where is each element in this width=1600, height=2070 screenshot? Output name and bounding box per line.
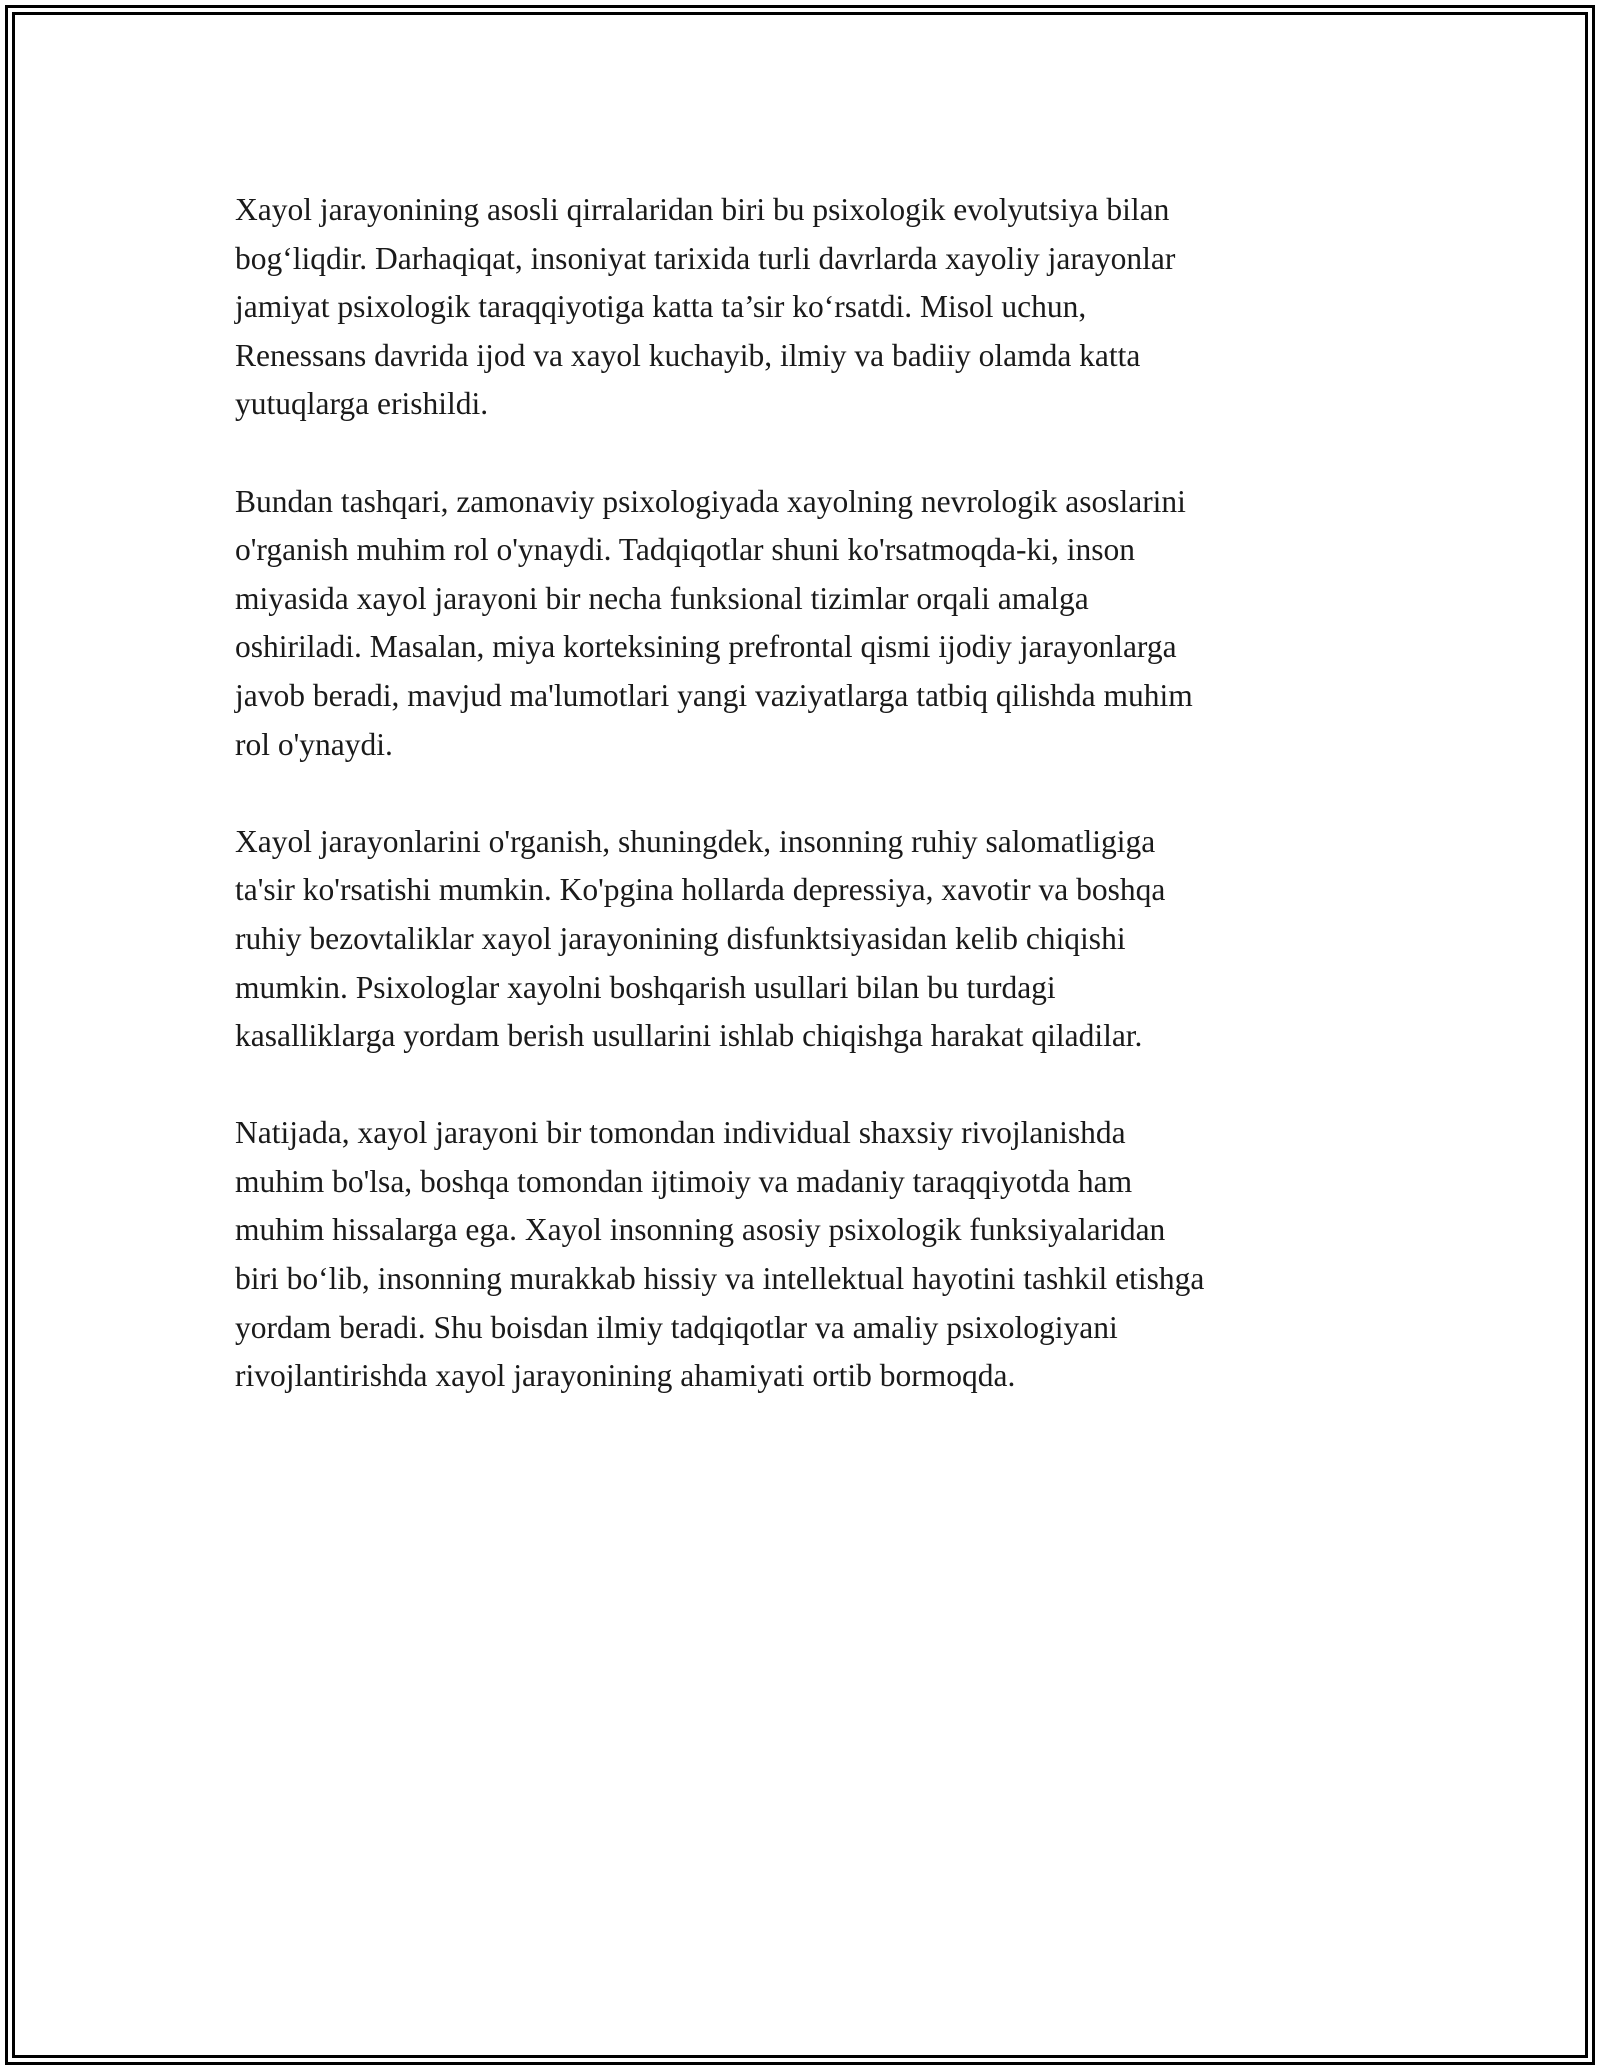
document-body	[235, 186, 1375, 1449]
paragraph-2: Bundan tashqari, zamonaviy psixologiyada xayolning nevrologik asoslarini o'rganish muhim rol o'ynaydi. Tadqiqotlar shuni ko'rsatmoqda-ki, inson miyasida xayol jarayoni bir necha funksional tizimlar orqali amalga oshiriladi. Masalan, miya korteksining prefrontal qismi ijodiy jarayonlarga javob beradi, mavjud ma'lumotlari yangi vaziyatlarga tatbiq qilishda muhim rol o'ynaydi.	[235, 483, 1193, 762]
paragraph-3: Xayol jarayonlarini o'rganish, shuningdek, insonning ruhiy salomatligiga ta'sir ko'rsatishi mumkin. Ko'pgina hollarda depressiya, xavotir va boshqa ruhiy bezovtaliklar xayol jarayonining disfunktsiyasidan kelib chiqishi mumkin. Psixologlar xayolni boshqarish usullari bilan bu turdagi kasalliklarga yordam berish usullarini ishlab chiqishga harakat qiladilar.	[235, 823, 1166, 1054]
paragraph-4: Natijada, xayol jarayoni bir tomondan individual shaxsiy rivojlanishda muhim bo'lsa, boshqa tomondan ijtimoiy va madaniy taraqqiyotda ham muhim hissalarga ega. Xayol insonning asosiy psixologik funksiyalaridan biri bo‘lib, insonning murakkab hissiy va intellektual hayotini tashkil etishga yordam beradi. Shu boisdan ilmiy tadqiqotlar va amaliy psixologiyani rivojlantirishda xayol jarayonining ahamiyati ortib bormoqda.	[235, 1115, 1205, 1394]
paragraph-1: Xayol jarayonining asosli qirralaridan biri bu psixologik evolyutsiya bilan bog‘liqdir. Darhaqiqat, insoniyat tarixida turli davrlarda xayoliy jarayonlar jamiyat psixologik taraqqiyotiga katta ta’sir ko‘rsatdi. Misol uchun, Renessans davrida ijod va xayol kuchayib, ilmiy va badiiy olamda katta yutuqlarga erishildi.	[235, 192, 1176, 422]
